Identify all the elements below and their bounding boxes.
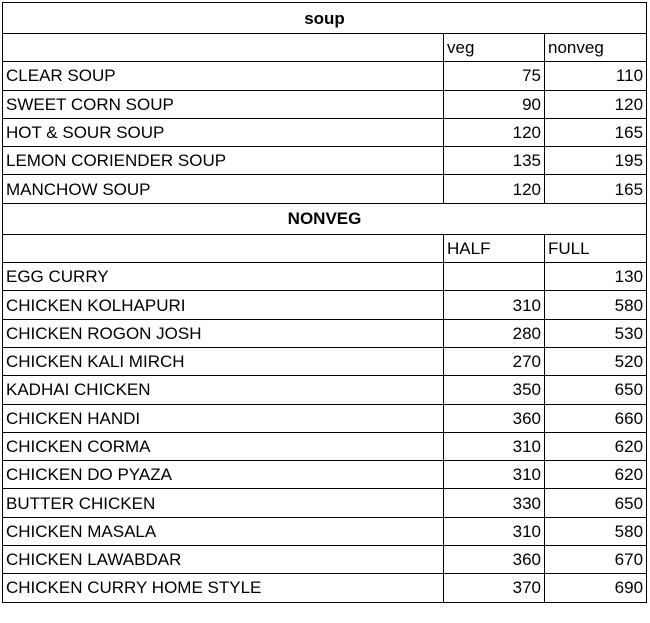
table-row bbox=[3, 347, 647, 375]
veg-price: 135 bbox=[444, 147, 545, 175]
half-price: 280 bbox=[444, 319, 545, 347]
item-name: CHICKEN MASALA bbox=[3, 517, 444, 545]
veg-price: 120 bbox=[444, 118, 545, 146]
full-price: 690 bbox=[545, 574, 647, 602]
table-row bbox=[3, 461, 647, 489]
half-price: 310 bbox=[444, 517, 545, 545]
nonveg-price: 110 bbox=[545, 62, 647, 90]
table-row bbox=[3, 62, 647, 90]
item-name: CHICKEN CORMA bbox=[3, 432, 444, 460]
half-column-header: HALF bbox=[444, 234, 545, 262]
table-row bbox=[3, 404, 647, 432]
half-price: 370 bbox=[444, 574, 545, 602]
soup-section-title: soup bbox=[3, 3, 647, 34]
full-column-header: FULL bbox=[545, 234, 647, 262]
nonveg-header-row bbox=[3, 234, 647, 262]
item-name: EGG CURRY bbox=[3, 263, 444, 291]
item-name: CHICKEN KOLHAPURI bbox=[3, 291, 444, 319]
full-price: 130 bbox=[545, 263, 647, 291]
header-empty-cell bbox=[3, 34, 444, 62]
table-row bbox=[3, 319, 647, 347]
item-name: CHICKEN LAWABDAR bbox=[3, 546, 444, 574]
item-name: BUTTER CHICKEN bbox=[3, 489, 444, 517]
soup-header-row bbox=[3, 34, 647, 62]
veg-price: 90 bbox=[444, 90, 545, 118]
item-name: CHICKEN ROGON JOSH bbox=[3, 319, 444, 347]
table-row bbox=[3, 376, 647, 404]
full-price: 670 bbox=[545, 546, 647, 574]
half-price: 310 bbox=[444, 461, 545, 489]
full-price: 580 bbox=[545, 517, 647, 545]
item-name: HOT & SOUR SOUP bbox=[3, 118, 444, 146]
header-empty-cell bbox=[3, 234, 444, 262]
full-price: 530 bbox=[545, 319, 647, 347]
full-price: 650 bbox=[545, 489, 647, 517]
veg-price: 120 bbox=[444, 175, 545, 203]
full-price: 520 bbox=[545, 347, 647, 375]
table-row bbox=[3, 291, 647, 319]
soup-title-row bbox=[3, 3, 647, 34]
item-name: MANCHOW SOUP bbox=[3, 175, 444, 203]
half-price: 360 bbox=[444, 546, 545, 574]
table-row bbox=[3, 263, 647, 291]
item-name: CHICKEN KALI MIRCH bbox=[3, 347, 444, 375]
nonveg-title-row bbox=[3, 203, 647, 234]
item-name: CLEAR SOUP bbox=[3, 62, 444, 90]
menu-table bbox=[2, 2, 647, 603]
nonveg-price: 120 bbox=[545, 90, 647, 118]
veg-price: 75 bbox=[444, 62, 545, 90]
half-price: 330 bbox=[444, 489, 545, 517]
full-price: 660 bbox=[545, 404, 647, 432]
table-row bbox=[3, 147, 647, 175]
half-price: 310 bbox=[444, 432, 545, 460]
nonveg-price: 195 bbox=[545, 147, 647, 175]
veg-column-header: veg bbox=[444, 34, 545, 62]
half-price bbox=[444, 263, 545, 291]
item-name: CHICKEN CURRY HOME STYLE bbox=[3, 574, 444, 602]
item-name: LEMON CORIENDER SOUP bbox=[3, 147, 444, 175]
table-row bbox=[3, 175, 647, 203]
table-row bbox=[3, 90, 647, 118]
item-name: KADHAI CHICKEN bbox=[3, 376, 444, 404]
half-price: 270 bbox=[444, 347, 545, 375]
half-price: 310 bbox=[444, 291, 545, 319]
nonveg-price: 165 bbox=[545, 118, 647, 146]
table-row bbox=[3, 546, 647, 574]
nonveg-column-header: nonveg bbox=[545, 34, 647, 62]
table-row bbox=[3, 489, 647, 517]
full-price: 620 bbox=[545, 461, 647, 489]
nonveg-price: 165 bbox=[545, 175, 647, 203]
item-name: SWEET CORN SOUP bbox=[3, 90, 444, 118]
table-row bbox=[3, 517, 647, 545]
full-price: 620 bbox=[545, 432, 647, 460]
half-price: 360 bbox=[444, 404, 545, 432]
item-name: CHICKEN HANDI bbox=[3, 404, 444, 432]
table-row bbox=[3, 118, 647, 146]
item-name: CHICKEN DO PYAZA bbox=[3, 461, 444, 489]
half-price: 350 bbox=[444, 376, 545, 404]
table-row bbox=[3, 432, 647, 460]
full-price: 650 bbox=[545, 376, 647, 404]
full-price: 580 bbox=[545, 291, 647, 319]
nonveg-section-title: NONVEG bbox=[3, 203, 647, 234]
table-row bbox=[3, 574, 647, 602]
